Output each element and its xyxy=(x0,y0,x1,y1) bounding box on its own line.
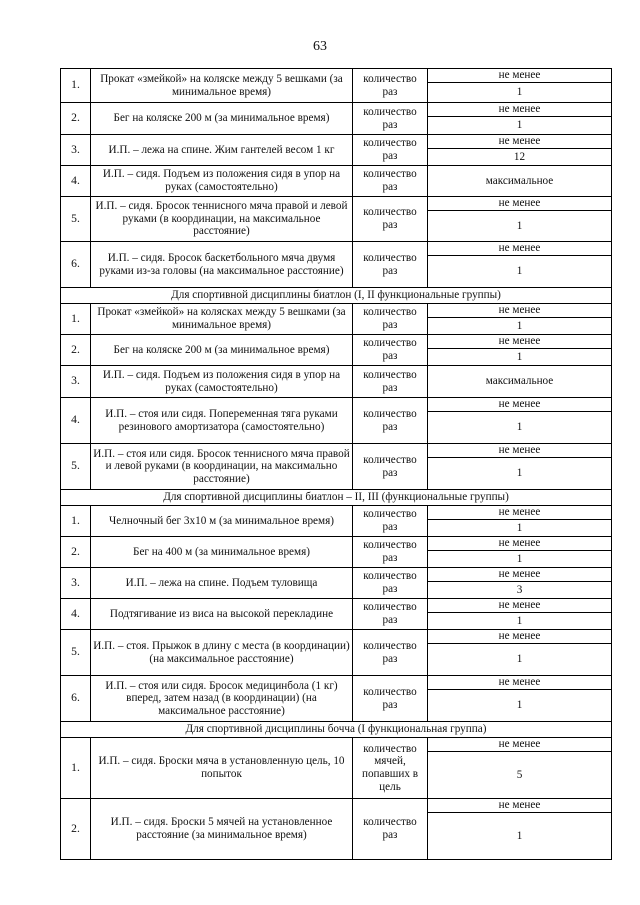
unit-of-measure: количество раз xyxy=(353,135,428,166)
table-row xyxy=(61,166,612,197)
table-row xyxy=(61,135,612,166)
value-qualifier: не менее xyxy=(428,335,611,349)
row-number: 5. xyxy=(61,197,91,242)
value-qualifier: не менее xyxy=(428,242,611,256)
table-row xyxy=(61,398,612,444)
exercise-description: И.П. – лежа на спине. Подъем туловища xyxy=(91,568,353,599)
value-split xyxy=(428,242,611,287)
unit-of-measure: количество раз xyxy=(353,506,428,537)
value-qualifier: не менее xyxy=(428,304,611,318)
value-qualifier: не менее xyxy=(428,135,611,149)
value-split xyxy=(428,568,611,598)
unit-of-measure: количество раз xyxy=(353,335,428,366)
value-split xyxy=(428,799,611,859)
value-split xyxy=(428,366,611,397)
row-number: 2. xyxy=(61,103,91,135)
standard-value-cell xyxy=(428,366,612,398)
standard-value-cell xyxy=(428,135,612,166)
standard-value-cell xyxy=(428,304,612,335)
unit-of-measure: количество раз xyxy=(353,568,428,599)
row-number: 3. xyxy=(61,568,91,599)
value-qualifier: не менее xyxy=(428,676,611,690)
unit-of-measure: количество раз xyxy=(353,398,428,444)
standard-value-cell xyxy=(428,599,612,630)
exercise-description: И.П. – сидя. Подъем из положения сидя в упор на руках (самостоятельно) xyxy=(91,366,353,398)
row-number: 1. xyxy=(61,69,91,103)
section-header-row xyxy=(61,722,612,738)
value-split xyxy=(428,630,611,675)
value-split xyxy=(428,335,611,365)
row-number: 6. xyxy=(61,242,91,288)
value-number: максимальное xyxy=(485,375,554,388)
table-row xyxy=(61,568,612,599)
value-split xyxy=(428,304,611,334)
value-split xyxy=(428,69,611,102)
unit-of-measure: количество раз xyxy=(353,69,428,103)
value-number: 1 xyxy=(516,653,523,666)
standard-value-cell xyxy=(428,103,612,135)
exercise-description: И.П. – сидя. Бросок баскетбольного мяча двумя руками из-за головы (на максимальное расстояние) xyxy=(91,242,353,288)
value-qualifier: не менее xyxy=(428,506,611,520)
row-number: 2. xyxy=(61,537,91,568)
exercise-description: Подтягивание из виса на высокой перекладине xyxy=(91,599,353,630)
standards-table xyxy=(60,68,612,860)
unit-of-measure: количество раз xyxy=(353,799,428,860)
value-number: 1 xyxy=(516,421,523,434)
table-row xyxy=(61,537,612,568)
value-qualifier: не менее xyxy=(428,537,611,551)
value-split xyxy=(428,398,611,443)
row-number: 3. xyxy=(61,366,91,398)
value-qualifier: не менее xyxy=(428,799,611,813)
standard-value-cell xyxy=(428,537,612,568)
exercise-description: И.П. – сидя. Бросок теннисного мяча правой и левой руками (в координации, на максимальное расстояние) xyxy=(91,197,353,242)
unit-of-measure: количество раз xyxy=(353,242,428,288)
exercise-description: И.П. – стоя или сидя. Бросок медицинбола (1 кг) вперед, затем назад (в координации) (на максимальное расстояние) xyxy=(91,676,353,722)
table-row xyxy=(61,444,612,490)
standard-value-cell xyxy=(428,398,612,444)
value-number: 1 xyxy=(516,699,523,712)
value-split xyxy=(428,537,611,567)
value-split xyxy=(428,197,611,241)
value-split xyxy=(428,166,611,196)
value-number: 1 xyxy=(516,119,523,132)
value-number: 1 xyxy=(516,521,523,534)
value-number: 1 xyxy=(516,614,523,627)
page-number: 63 xyxy=(313,39,327,54)
standard-value-cell xyxy=(428,568,612,599)
table-row xyxy=(61,103,612,135)
value-split xyxy=(428,506,611,536)
table-row xyxy=(61,799,612,860)
exercise-description: Прокат «змейкой» на колясках между 5 вешками (за минимальное время) xyxy=(91,304,353,335)
row-number: 1. xyxy=(61,304,91,335)
value-number: 3 xyxy=(516,583,523,596)
exercise-description: Бег на коляске 200 м (за минимальное время) xyxy=(91,335,353,366)
row-number: 5. xyxy=(61,630,91,676)
value-number: 1 xyxy=(516,467,523,480)
value-split xyxy=(428,738,611,798)
row-number: 1. xyxy=(61,506,91,537)
exercise-description: И.П. – стоя или сидя. Бросок теннисного мяча правой и левой руками (в координации, на максимально расстояние) xyxy=(91,444,353,490)
value-split xyxy=(428,103,611,134)
row-number: 6. xyxy=(61,676,91,722)
standard-value-cell xyxy=(428,506,612,537)
value-number: 5 xyxy=(516,768,523,781)
value-split xyxy=(428,676,611,721)
value-qualifier: не менее xyxy=(428,103,611,117)
value-qualifier: не менее xyxy=(428,738,611,752)
section-title: Для спортивной дисциплины биатлон (I, II функциональные группы) xyxy=(61,288,612,304)
table-row xyxy=(61,242,612,288)
standard-value-cell xyxy=(428,242,612,288)
exercise-description: Бег на 400 м (за минимальное время) xyxy=(91,537,353,568)
table-row xyxy=(61,366,612,398)
value-qualifier: не менее xyxy=(428,197,611,211)
value-number: 1 xyxy=(516,552,523,565)
unit-of-measure: количество раз xyxy=(353,366,428,398)
row-number: 2. xyxy=(61,799,91,860)
row-number: 4. xyxy=(61,166,91,197)
table-row xyxy=(61,304,612,335)
standard-value-cell xyxy=(428,676,612,722)
value-number: 1 xyxy=(516,86,523,99)
exercise-description: Бег на коляске 200 м (за минимальное время) xyxy=(91,103,353,135)
table-row xyxy=(61,630,612,676)
section-header-row xyxy=(61,288,612,304)
value-qualifier: не менее xyxy=(428,444,611,458)
unit-of-measure: количество раз xyxy=(353,166,428,197)
exercise-description: И.П. – сидя. Подъем из положения сидя в упор на руках (самостоятельно) xyxy=(91,166,353,197)
table-row xyxy=(61,506,612,537)
standard-value-cell xyxy=(428,197,612,242)
unit-of-measure: количество раз xyxy=(353,304,428,335)
row-number: 2. xyxy=(61,335,91,366)
row-number: 4. xyxy=(61,599,91,630)
value-number: 1 xyxy=(516,829,523,842)
unit-of-measure: количество раз xyxy=(353,537,428,568)
unit-of-measure: количество раз xyxy=(353,444,428,490)
unit-of-measure: количество раз xyxy=(353,197,428,242)
exercise-description: Прокат «змейкой» на коляске между 5 вешками (за минимальное время) xyxy=(91,69,353,103)
value-number: 1 xyxy=(516,319,523,332)
value-number: 1 xyxy=(516,350,523,363)
table-row xyxy=(61,738,612,799)
exercise-description: И.П. – лежа на спине. Жим гантелей весом 1 кг xyxy=(91,135,353,166)
value-qualifier: не менее xyxy=(428,69,611,83)
table-row xyxy=(61,676,612,722)
value-split xyxy=(428,135,611,165)
section-title: Для спортивной дисциплины бочча (I функциональная группа) xyxy=(61,722,612,738)
table-row xyxy=(61,599,612,630)
value-qualifier: не менее xyxy=(428,630,611,644)
standard-value-cell xyxy=(428,444,612,490)
exercise-description: Челночный бег 3х10 м (за минимальное время) xyxy=(91,506,353,537)
table-row xyxy=(61,69,612,103)
standard-value-cell xyxy=(428,69,612,103)
unit-of-measure: количество раз xyxy=(353,676,428,722)
value-split xyxy=(428,444,611,489)
section-header-row xyxy=(61,490,612,506)
value-qualifier: не менее xyxy=(428,599,611,613)
row-number: 3. xyxy=(61,135,91,166)
row-number: 5. xyxy=(61,444,91,490)
exercise-description: И.П. – сидя. Броски 5 мячей на установленное расстояние (за минимальное время) xyxy=(91,799,353,860)
unit-of-measure: количество раз xyxy=(353,599,428,630)
standard-value-cell xyxy=(428,799,612,860)
standard-value-cell xyxy=(428,630,612,676)
exercise-description: И.П. – сидя. Броски мяча в установленную цель, 10 попыток xyxy=(91,738,353,799)
unit-of-measure: количество раз xyxy=(353,103,428,135)
section-title: Для спортивной дисциплины биатлон – II, III (функциональные группы) xyxy=(61,490,612,506)
unit-of-measure: количество раз xyxy=(353,630,428,676)
standard-value-cell xyxy=(428,335,612,366)
standard-value-cell xyxy=(428,738,612,799)
value-qualifier: не менее xyxy=(428,568,611,582)
value-qualifier: не менее xyxy=(428,398,611,412)
value-number: 12 xyxy=(513,150,526,163)
unit-of-measure: количество мячей, попавших в цель xyxy=(353,738,428,799)
row-number: 4. xyxy=(61,398,91,444)
value-number: 1 xyxy=(516,219,523,232)
value-number: 1 xyxy=(516,265,523,278)
value-number: максимальное xyxy=(485,174,554,187)
table-row xyxy=(61,335,612,366)
exercise-description: И.П. – стоя или сидя. Попеременная тяга руками резинового амортизатора (самостоятельно) xyxy=(91,398,353,444)
row-number: 1. xyxy=(61,738,91,799)
exercise-description: И.П. – стоя. Прыжок в длину с места (в координации) (на максимальное расстояние) xyxy=(91,630,353,676)
value-split xyxy=(428,599,611,629)
standard-value-cell xyxy=(428,166,612,197)
table-row xyxy=(61,197,612,242)
